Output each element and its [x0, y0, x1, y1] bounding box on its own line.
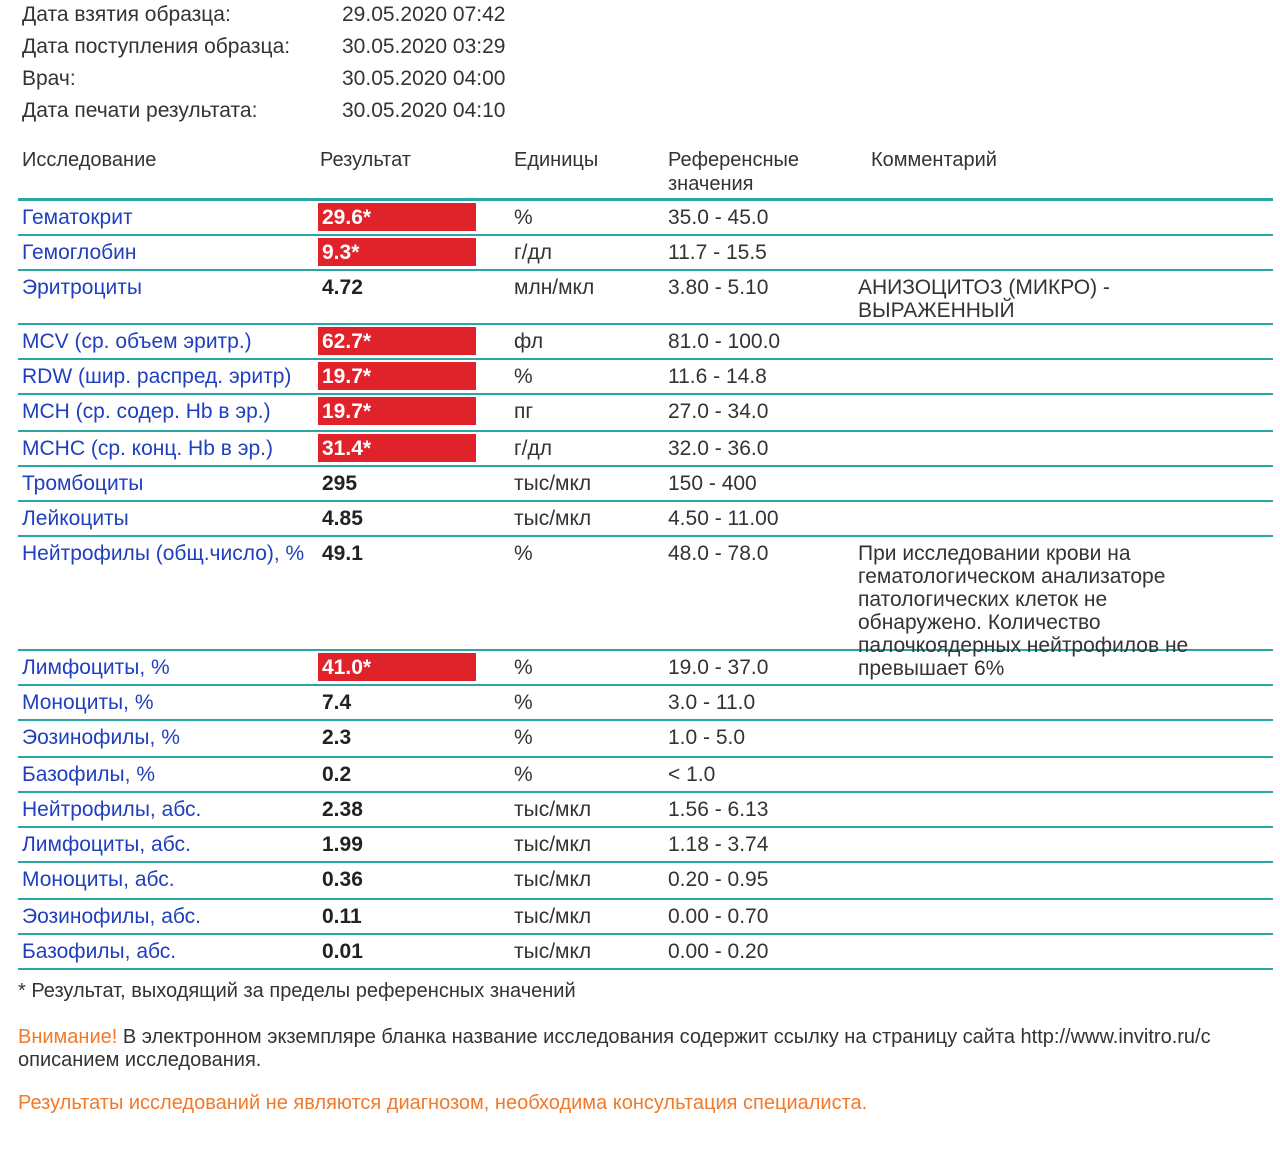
units-value: % — [514, 206, 533, 229]
table-header — [18, 140, 1273, 201]
table-row — [18, 721, 1273, 758]
table-row — [18, 271, 1273, 325]
table-row — [18, 793, 1273, 828]
table-row — [18, 935, 1273, 970]
warning-note — [18, 1026, 1218, 1072]
reference-range: 1.56 - 6.13 — [668, 798, 769, 821]
disclaimer: Результаты исследований не являются диагнозом, необходима консультация специалиста. — [18, 1092, 868, 1114]
units-value: г/дл — [514, 437, 553, 460]
result-value: 295 — [322, 472, 358, 495]
reference-range: 0.20 - 0.95 — [668, 868, 769, 891]
table-row — [18, 900, 1273, 935]
units-value: фл — [514, 330, 544, 353]
result-value: 31.4* — [318, 434, 476, 462]
header-units: Единицы — [514, 149, 599, 171]
units-value: тыс/мкл — [514, 868, 592, 891]
result-value: 0.11 — [322, 905, 362, 928]
result-value: 19.7* — [318, 397, 476, 425]
result-value: 41.0* — [318, 653, 476, 681]
header-result: Результат — [320, 149, 411, 171]
test-name-link[interactable]: Лимфоциты, % — [22, 656, 170, 679]
test-name-link[interactable]: Эозинофилы, % — [22, 726, 180, 749]
result-value: 49.1 — [322, 542, 363, 565]
units-value: % — [514, 656, 533, 679]
reference-range: 11.7 - 15.5 — [668, 241, 767, 264]
units-value: % — [514, 763, 533, 786]
reference-range: 0.00 - 0.70 — [668, 905, 769, 928]
test-name-link[interactable]: Нейтрофилы (общ.число), % — [22, 542, 305, 565]
table-row — [18, 651, 1273, 686]
units-value: млн/мкл — [514, 276, 595, 299]
test-name-link[interactable]: Базофилы, абс. — [22, 940, 177, 963]
result-value: 4.85 — [322, 507, 363, 530]
comment-text: АНИЗОЦИТОЗ (МИКРО) - ВЫРАЖЕННЫЙ — [858, 276, 1110, 322]
result-value: 9.3* — [318, 238, 476, 266]
units-value: % — [514, 726, 533, 749]
units-value: % — [514, 691, 533, 714]
reference-range: 27.0 - 34.0 — [668, 400, 769, 423]
table-row — [18, 360, 1273, 395]
reference-range: 48.0 - 78.0 — [668, 542, 769, 565]
print-date-label: Дата печати результата: — [22, 99, 258, 122]
header-comment: Комментарий — [871, 149, 997, 171]
units-value: тыс/мкл — [514, 940, 592, 963]
reference-range: 3.80 - 5.10 — [668, 276, 769, 299]
units-value: г/дл — [514, 241, 553, 264]
reference-range: 0.00 - 0.20 — [668, 940, 769, 963]
doctor-value: 30.05.2020 04:00 — [342, 67, 506, 90]
header-reference: Референсные значения — [668, 149, 799, 195]
result-value: 62.7* — [318, 327, 476, 355]
units-value: % — [514, 365, 533, 388]
sample-taken-value: 29.05.2020 07:42 — [342, 3, 506, 26]
results-table — [18, 140, 1273, 970]
table-body — [18, 201, 1273, 970]
reference-range: 1.0 - 5.0 — [668, 726, 746, 749]
reference-range: 19.0 - 37.0 — [668, 656, 769, 679]
result-value: 4.72 — [322, 276, 363, 299]
result-value: 0.2 — [322, 763, 352, 786]
units-value: тыс/мкл — [514, 798, 592, 821]
table-row — [18, 828, 1273, 863]
sample-taken-label: Дата взятия образца: — [22, 3, 231, 26]
reference-range: 35.0 - 45.0 — [668, 206, 769, 229]
sample-received-label: Дата поступления образца: — [22, 35, 291, 58]
test-name-link[interactable]: Гемоглобин — [22, 241, 137, 264]
test-name-link[interactable]: RDW (шир. распред. эритр) — [22, 365, 292, 388]
table-row — [18, 325, 1273, 360]
reference-range: 32.0 - 36.0 — [668, 437, 769, 460]
units-value: тыс/мкл — [514, 472, 592, 495]
sample-received-value: 30.05.2020 03:29 — [342, 35, 506, 58]
test-name-link[interactable]: Гематокрит — [22, 206, 133, 229]
result-value: 2.38 — [322, 798, 363, 821]
test-name-link[interactable]: MCH (ср. содер. Hb в эр.) — [22, 400, 271, 423]
footnote: * Результат, выходящий за пределы референсных значений — [18, 980, 576, 1002]
result-value: 0.36 — [322, 868, 363, 891]
print-date-value: 30.05.2020 04:10 — [342, 99, 506, 122]
result-value: 1.99 — [322, 833, 363, 856]
test-name-link[interactable]: Моноциты, % — [22, 691, 154, 714]
comment-text: При исследовании крови на гематологическом анализаторе патологических клеток не обнаружено. Количество палочкоядерных нейтрофилов не превышает 6% — [858, 542, 1189, 680]
test-name-link[interactable]: MCHC (ср. конц. Hb в эр.) — [22, 437, 273, 460]
table-row — [18, 201, 1273, 236]
test-name-link[interactable]: Нейтрофилы, абс. — [22, 798, 202, 821]
units-value: тыс/мкл — [514, 507, 592, 530]
result-value: 0.01 — [322, 940, 363, 963]
table-row — [18, 686, 1273, 721]
reference-range: < 1.0 — [668, 763, 716, 786]
table-row — [18, 395, 1273, 432]
table-row — [18, 758, 1273, 793]
header-test: Исследование — [22, 149, 157, 171]
test-name-link[interactable]: Базофилы, % — [22, 763, 155, 786]
table-row — [18, 467, 1273, 502]
test-name-link[interactable]: Лимфоциты, абс. — [22, 833, 191, 856]
test-name-link[interactable]: Тромбоциты — [22, 472, 144, 495]
warning-label: Внимание! — [18, 1026, 118, 1048]
table-row — [18, 502, 1273, 537]
units-value: тыс/мкл — [514, 833, 592, 856]
reference-range: 150 - 400 — [668, 472, 757, 495]
units-value: тыс/мкл — [514, 905, 592, 928]
result-value: 7.4 — [322, 691, 352, 714]
units-value: % — [514, 542, 533, 565]
table-row — [18, 432, 1273, 467]
reference-range: 3.0 - 11.0 — [668, 691, 756, 714]
test-name-link[interactable]: Моноциты, абс. — [22, 868, 175, 891]
table-row — [18, 863, 1273, 900]
result-value: 2.3 — [322, 726, 352, 749]
reference-range: 11.6 - 14.8 — [668, 365, 767, 388]
test-name-link[interactable]: Эритроциты — [22, 276, 142, 299]
test-name-link[interactable]: Эозинофилы, абс. — [22, 905, 202, 928]
units-value: пг — [514, 400, 534, 423]
reference-range: 1.18 - 3.74 — [668, 833, 769, 856]
result-value: 29.6* — [318, 203, 476, 231]
doctor-label: Врач: — [22, 67, 76, 90]
warning-text: В электронном экземпляре бланка название исследования содержит ссылку на страницу сайта http://www.invitro.ru/с описанием исследования. — [18, 1026, 1211, 1071]
reference-range: 81.0 - 100.0 — [668, 330, 781, 353]
table-row — [18, 236, 1273, 271]
test-name-link[interactable]: Лейкоциты — [22, 507, 129, 530]
reference-range: 4.50 - 11.00 — [668, 507, 779, 530]
test-name-link[interactable]: MCV (ср. объем эритр.) — [22, 330, 252, 353]
result-value: 19.7* — [318, 362, 476, 390]
